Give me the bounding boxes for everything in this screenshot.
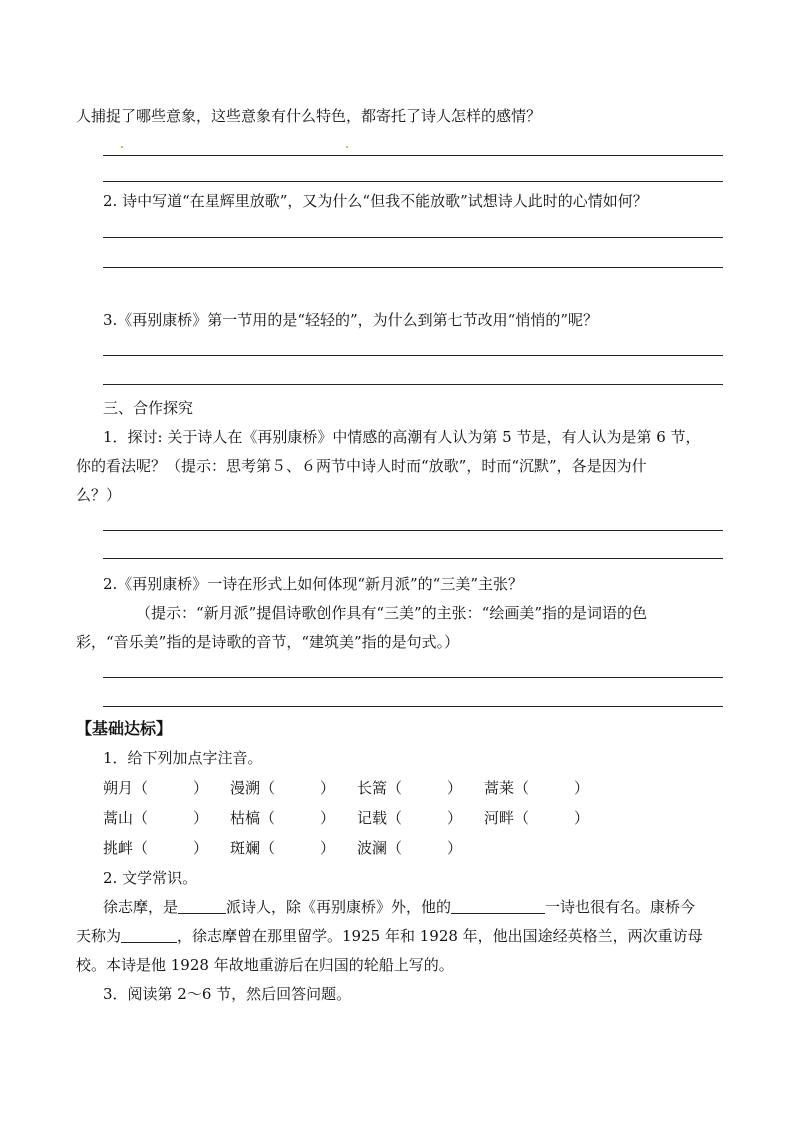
- answer-line[interactable]: [103, 384, 723, 385]
- pinyin-item[interactable]: 挑衅（ ）: [103, 839, 209, 857]
- literature-text: 天称为: [76, 927, 122, 945]
- answer-line[interactable]: [103, 677, 723, 678]
- pinyin-item[interactable]: 记载（ ）: [357, 809, 463, 827]
- fill-blank[interactable]: [451, 897, 545, 914]
- section-heading: 三、合作探究: [103, 399, 194, 417]
- stray-dot: [121, 146, 123, 148]
- question-text: 2. 诗中写道“在星辉里放歌”，又为什么“但我不能放歌”试想诗人此时的心情如何？: [103, 192, 648, 210]
- pinyin-item[interactable]: 波澜（ ）: [357, 839, 463, 857]
- literature-text: 派诗人，除《再别康桥》外，他的: [226, 898, 452, 916]
- pinyin-item[interactable]: 长篙（ ）: [357, 779, 463, 797]
- literature-text: 一诗也很有名。康桥今: [545, 898, 696, 916]
- pinyin-item[interactable]: 河畔（ ）: [484, 809, 590, 827]
- pinyin-item[interactable]: 枯槁（ ）: [230, 809, 336, 827]
- literature-text: 徐志摩，是: [103, 898, 179, 916]
- pinyin-item[interactable]: 蒿莱（ ）: [484, 779, 590, 797]
- literature-text: 校。本诗是他 1928 年故地重游后在归国的轮船上写的。: [76, 956, 454, 974]
- question-text: 1．给下列加点字注音。: [103, 749, 263, 767]
- question-text: 你的看法呢？（提示：思考第５、６两节中诗人时而“放歌”，时而“沉默”，各是因为什: [76, 457, 647, 475]
- answer-line[interactable]: [103, 558, 723, 559]
- pinyin-item[interactable]: 漫溯（ ）: [230, 779, 336, 797]
- question-text: 3．阅读第 2～6 节，然后回答问题。: [103, 985, 352, 1003]
- answer-line[interactable]: [103, 706, 723, 707]
- section-heading: 【基础达标】: [76, 719, 173, 738]
- literature-line-2: [76, 926, 703, 946]
- literature-text: ，徐志摩曾在那里留学。1925 年和 1928 年，他出国途经英格兰，两次重访母: [177, 927, 703, 945]
- question-text: 1．探讨: 关于诗人在《再别康桥》中情感的高潮有人认为第 5 节是，有人认为是第 6 节，: [103, 428, 701, 446]
- question-text: 2. 文学常识。: [103, 869, 198, 887]
- fill-blank[interactable]: [178, 897, 226, 914]
- question-text: 么？）: [76, 486, 122, 504]
- hint-text: （提示：“新月派”提倡诗歌创作具有“三美”的主张：“绘画美”指的是词语的色: [136, 604, 648, 622]
- answer-line[interactable]: [103, 267, 723, 268]
- question-text: 3.《再别康桥》第一节用的是“轻轻的”，为什么到第七节改用“悄悄的”呢？: [103, 311, 598, 329]
- question-text: 2.《再别康桥》一诗在形式上如何体现“新月派”的“三美”主张？: [103, 575, 523, 593]
- hint-text: 彩，“音乐美”指的是诗歌的音节，“建筑美”指的是句式。）: [76, 633, 460, 651]
- answer-line[interactable]: [103, 181, 723, 182]
- fill-blank[interactable]: [121, 926, 177, 943]
- pinyin-item[interactable]: 斑斓（ ）: [230, 839, 336, 857]
- stray-dot: [346, 146, 348, 148]
- literature-line-1: [103, 897, 695, 917]
- answer-line[interactable]: [103, 155, 723, 156]
- answer-line[interactable]: [103, 355, 723, 356]
- answer-line[interactable]: [103, 237, 723, 238]
- pinyin-item[interactable]: 朔月（ ）: [103, 779, 209, 797]
- pinyin-item[interactable]: 蒿山（ ）: [103, 809, 209, 827]
- answer-line[interactable]: [103, 530, 723, 531]
- question-text: 人捕捉了哪些意象，这些意象有什么特色，都寄托了诗人怎样的感情？: [76, 107, 542, 125]
